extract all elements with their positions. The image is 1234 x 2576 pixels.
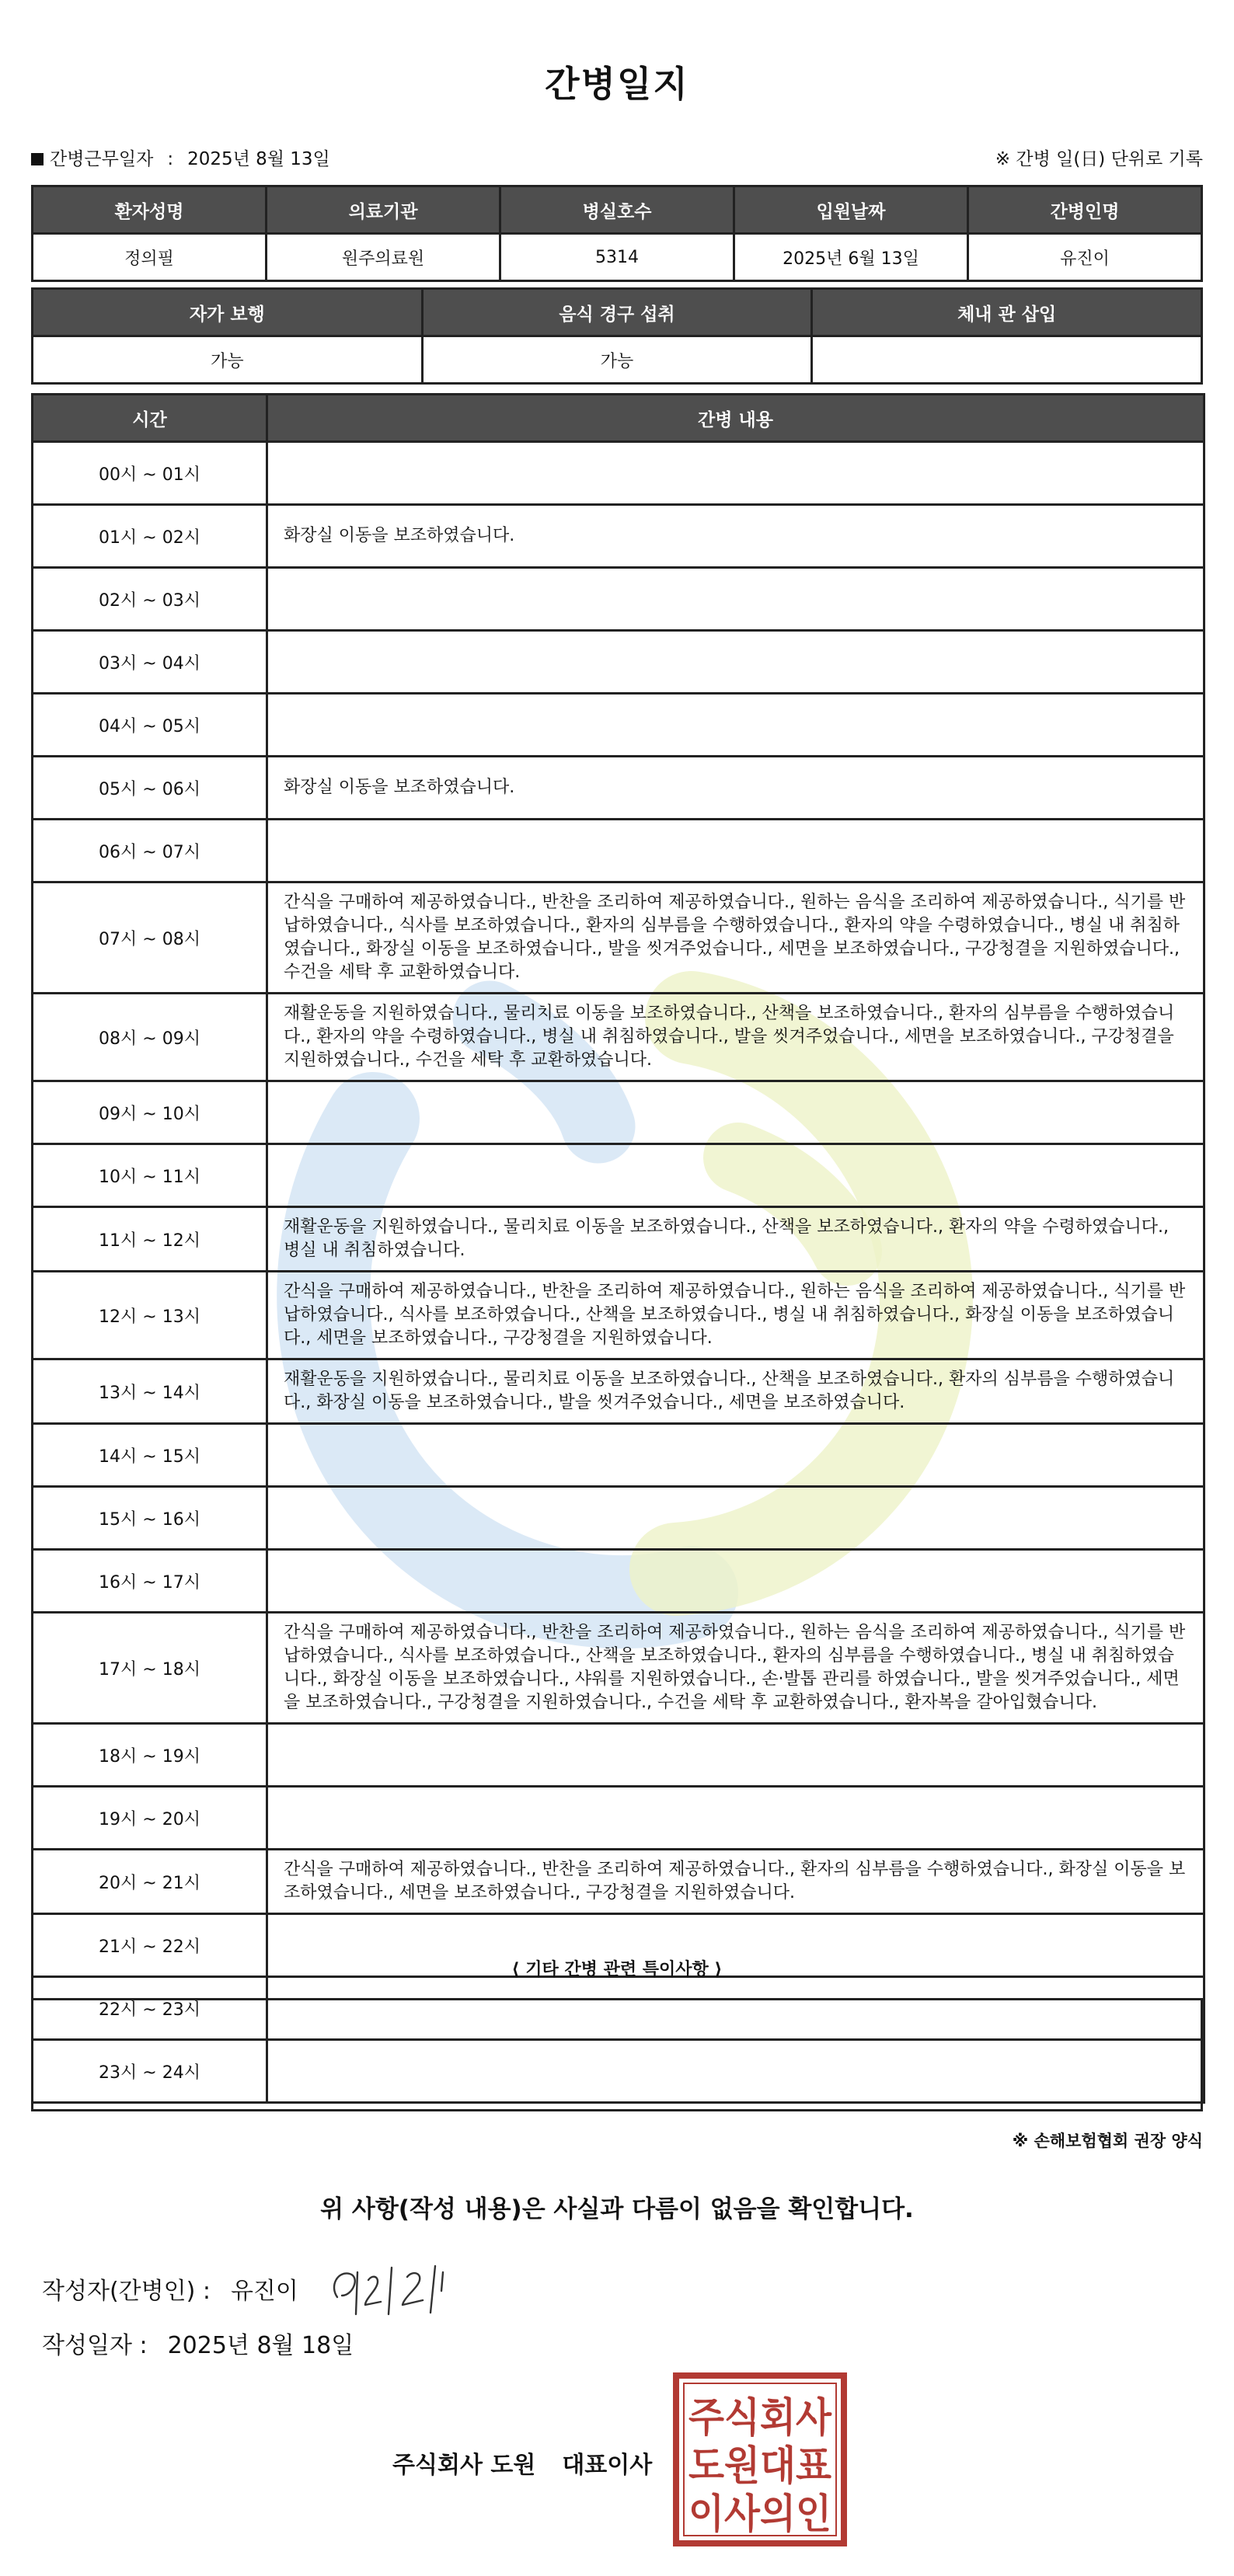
care-log-row <box>33 994 1204 1081</box>
company-title: 대표이사 <box>562 2452 653 2479</box>
work-date-label: 간병근무일자 <box>50 149 154 169</box>
oral-intake-value: 가능 <box>422 336 812 384</box>
care-log-row <box>33 1487 1204 1550</box>
care-log-time: 10시 ~ 11시 <box>33 1144 267 1207</box>
care-log-time: 02시 ~ 03시 <box>33 568 267 631</box>
patient-info-value-row <box>33 234 1202 281</box>
care-log-header-row <box>33 395 1204 442</box>
care-log-time: 16시 ~ 17시 <box>33 1550 267 1613</box>
work-date-row <box>31 144 1203 171</box>
writer-line <box>42 2271 298 2306</box>
header-room-number: 병실호수 <box>500 186 734 234</box>
care-log-content <box>267 694 1204 757</box>
self-walking-value: 가능 <box>33 336 423 384</box>
work-date-value: 2025년 8월 13일 <box>187 149 330 169</box>
unit-note: ※ 간병 일(日) 단위로 기록 <box>995 149 1203 169</box>
company-name: 주식회사 도원 <box>392 2452 536 2479</box>
care-log-time: 12시 ~ 13시 <box>33 1272 267 1359</box>
care-log-row <box>33 1850 1204 1914</box>
remarks-title: ⟨ 기타 간병 관련 특이사항 ⟩ <box>511 1960 723 1979</box>
care-log-content <box>267 820 1204 882</box>
care-log-time: 07시 ~ 08시 <box>33 882 267 994</box>
care-log-row <box>33 568 1204 631</box>
care-log-time: 18시 ~ 19시 <box>33 1724 267 1787</box>
form-note: ※ 손해보험협회 권장 양식 <box>1012 2132 1203 2150</box>
written-date-label: 작성일자 : <box>42 2332 148 2359</box>
care-log-time: 06시 ~ 07시 <box>33 820 267 882</box>
care-log-row <box>33 505 1204 568</box>
care-log-time: 23시 ~ 24시 <box>33 2040 267 2103</box>
remarks-box <box>31 1998 1203 2111</box>
care-log-row <box>33 1550 1204 1613</box>
writer-label: 작성자(간병인) : <box>42 2278 211 2305</box>
care-log-content <box>267 568 1204 631</box>
header-care-content: 간병 내용 <box>267 395 1204 442</box>
care-log-row <box>33 631 1204 694</box>
care-log-time: 08시 ~ 09시 <box>33 994 267 1081</box>
care-log-row <box>33 757 1204 820</box>
care-log-content: 화장실 이동을 보조하였습니다. <box>267 757 1204 820</box>
care-log-time: 14시 ~ 15시 <box>33 1424 267 1487</box>
header-admission-date: 입원날짜 <box>734 186 968 234</box>
care-log-time: 09시 ~ 10시 <box>33 1081 267 1144</box>
care-log-content <box>267 1424 1204 1487</box>
header-time: 시간 <box>33 395 267 442</box>
written-date-value: 2025년 8월 18일 <box>167 2332 354 2359</box>
care-log-row <box>33 1424 1204 1487</box>
header-self-walking: 자가 보행 <box>33 289 423 336</box>
care-log-time: 05시 ~ 06시 <box>33 757 267 820</box>
work-date-separator: : <box>167 149 174 169</box>
care-log-body <box>33 442 1204 2103</box>
admission-date: 2025년 6월 13일 <box>734 234 968 281</box>
care-log-time: 04시 ~ 05시 <box>33 694 267 757</box>
care-log-content: 재활운동을 지원하였습니다., 물리치료 이동을 보조하였습니다., 산책을 보조하였습니다., 환자의 약을 수령하였습니다., 병실 내 취침하였습니다. <box>267 1207 1204 1272</box>
care-log-content: 간식을 구매하여 제공하였습니다., 반찬을 조리하여 제공하였습니다., 환자의 심부름을 수행하였습니다., 화장실 이동을 보조하였습니다., 세면을 보조하였습니다., 구강청결을 지원하였습니다. <box>267 1850 1204 1914</box>
care-log-row <box>33 1272 1204 1359</box>
company-line <box>392 2445 652 2480</box>
header-hospital: 의료기관 <box>267 186 500 234</box>
room-number: 5314 <box>500 234 734 281</box>
hospital-name: 원주의료원 <box>267 234 500 281</box>
care-log-time: 03시 ~ 04시 <box>33 631 267 694</box>
care-log-content <box>267 631 1204 694</box>
care-log-row <box>33 694 1204 757</box>
care-log-time: 00시 ~ 01시 <box>33 442 267 505</box>
page-title: 간병일지 <box>545 63 689 105</box>
header-patient-name: 환자성명 <box>33 186 267 234</box>
writer-name: 유진이 <box>230 2278 298 2305</box>
care-log-content: 간식을 구매하여 제공하였습니다., 반찬을 조리하여 제공하였습니다., 원하는 음식을 조리하여 제공하였습니다., 식기를 반납하였습니다., 식사를 보조하였습니다., 환자의 심부름을 수행하였습니다., 환자의 약을 수령하였습니다., 병실 내 취침하였습니다., 화장실 이동을 보조하였습니다., 발을 씻겨주었습니다., 세면을 보조하였습니다., 구강청결을 지원하였습니다., 수건을 세탁 후 교환하였습니다. <box>267 882 1204 994</box>
care-log-content <box>267 1144 1204 1207</box>
care-log-time: 21시 ~ 22시 <box>33 1914 267 1977</box>
care-log-time: 20시 ~ 21시 <box>33 1850 267 1914</box>
company-seal-icon <box>671 2371 849 2548</box>
care-log-time: 19시 ~ 20시 <box>33 1787 267 1850</box>
square-bullet-icon <box>31 153 44 165</box>
seal-line-1: 주식회사 <box>688 2395 832 2442</box>
caregiver-name: 유진이 <box>968 234 1202 281</box>
written-date-line <box>42 2326 354 2360</box>
care-log-time: 11시 ~ 12시 <box>33 1207 267 1272</box>
care-log-time: 13시 ~ 14시 <box>33 1359 267 1424</box>
care-log-content: 간식을 구매하여 제공하였습니다., 반찬을 조리하여 제공하였습니다., 원하는 음식을 조리하여 제공하였습니다., 식기를 반납하였습니다., 식사를 보조하였습니다., 산책을 보조하였습니다., 환자의 심부름을 수행하였습니다., 병실 내 취침하였습니다., 화장실 이동을 보조하였습니다., 샤워를 지원하였습니다., 손·발톱 관리를 하였습니다., 발을 씻겨주었습니다., 세면을 보조하였습니다., 구강청결을 지원하였습니다., 수건을 세탁 후 교환하였습니다., 환자복을 갈아입혔습니다. <box>267 1613 1204 1724</box>
patient-info-header-row <box>33 186 1202 234</box>
ability-value-row <box>33 336 1202 384</box>
care-log-row <box>33 442 1204 505</box>
header-tube-insertion: 체내 관 삽입 <box>812 289 1202 336</box>
care-log-row <box>33 1359 1204 1424</box>
tube-insertion-value <box>812 336 1202 384</box>
care-log-row <box>33 882 1204 994</box>
patient-info-table <box>31 185 1203 282</box>
header-oral-intake: 음식 경구 섭취 <box>422 289 812 336</box>
care-log-content <box>267 442 1204 505</box>
care-log-row <box>33 1144 1204 1207</box>
care-log-time: 17시 ~ 18시 <box>33 1613 267 1724</box>
care-log-content: 간식을 구매하여 제공하였습니다., 반찬을 조리하여 제공하였습니다., 원하는 음식을 조리하여 제공하였습니다., 식기를 반납하였습니다., 식사를 보조하였습니다., 산책을 보조하였습니다., 병실 내 취침하였습니다., 화장실 이동을 보조하였습니다., 세면을 보조하였습니다., 구강청결을 지원하였습니다. <box>267 1272 1204 1359</box>
care-log-table <box>31 393 1205 2104</box>
handwritten-signature-icon <box>326 2257 474 2319</box>
care-log-content: 화장실 이동을 보조하였습니다. <box>267 505 1204 568</box>
care-log-content <box>267 1724 1204 1787</box>
care-log-row <box>33 1787 1204 1850</box>
care-log-row <box>33 1081 1204 1144</box>
care-log-row <box>33 820 1204 882</box>
patient-name: 정의필 <box>33 234 267 281</box>
care-log-time: 15시 ~ 16시 <box>33 1487 267 1550</box>
care-log-row <box>33 1724 1204 1787</box>
care-log-row <box>33 1207 1204 1272</box>
seal-line-2: 도원대표 <box>688 2443 831 2490</box>
care-log-row <box>33 1613 1204 1724</box>
care-log-content <box>267 1550 1204 1613</box>
care-log-content <box>267 1487 1204 1550</box>
header-caregiver-name: 간병인명 <box>968 186 1202 234</box>
care-log-time: 01시 ~ 02시 <box>33 505 267 568</box>
care-log-content: 재활운동을 지원하였습니다., 물리치료 이동을 보조하였습니다., 산책을 보조하였습니다., 환자의 심부름을 수행하였습니다., 화장실 이동을 보조하였습니다., 발을 씻겨주었습니다., 세면을 보조하였습니다. <box>267 1359 1204 1424</box>
care-log-content <box>267 1787 1204 1850</box>
care-log-content: 재활운동을 지원하였습니다., 물리치료 이동을 보조하였습니다., 산책을 보조하였습니다., 환자의 심부름을 수행하였습니다., 환자의 약을 수령하였습니다., 병실 내 취침하였습니다., 발을 씻겨주었습니다., 세면을 보조하였습니다., 구강청결을 지원하였습니다., 수건을 세탁 후 교환하였습니다. <box>267 994 1204 1081</box>
ability-header-row <box>33 289 1202 336</box>
care-log-time: 22시 ~ 23시 <box>33 1977 267 2040</box>
ability-table <box>31 287 1203 385</box>
seal-line-3: 이사의인 <box>688 2491 831 2538</box>
confirmation-statement: 위 사항(작성 내용)은 사실과 다름이 없음을 확인합니다. <box>320 2195 914 2223</box>
work-date <box>31 144 330 170</box>
care-log-content <box>267 1081 1204 1144</box>
